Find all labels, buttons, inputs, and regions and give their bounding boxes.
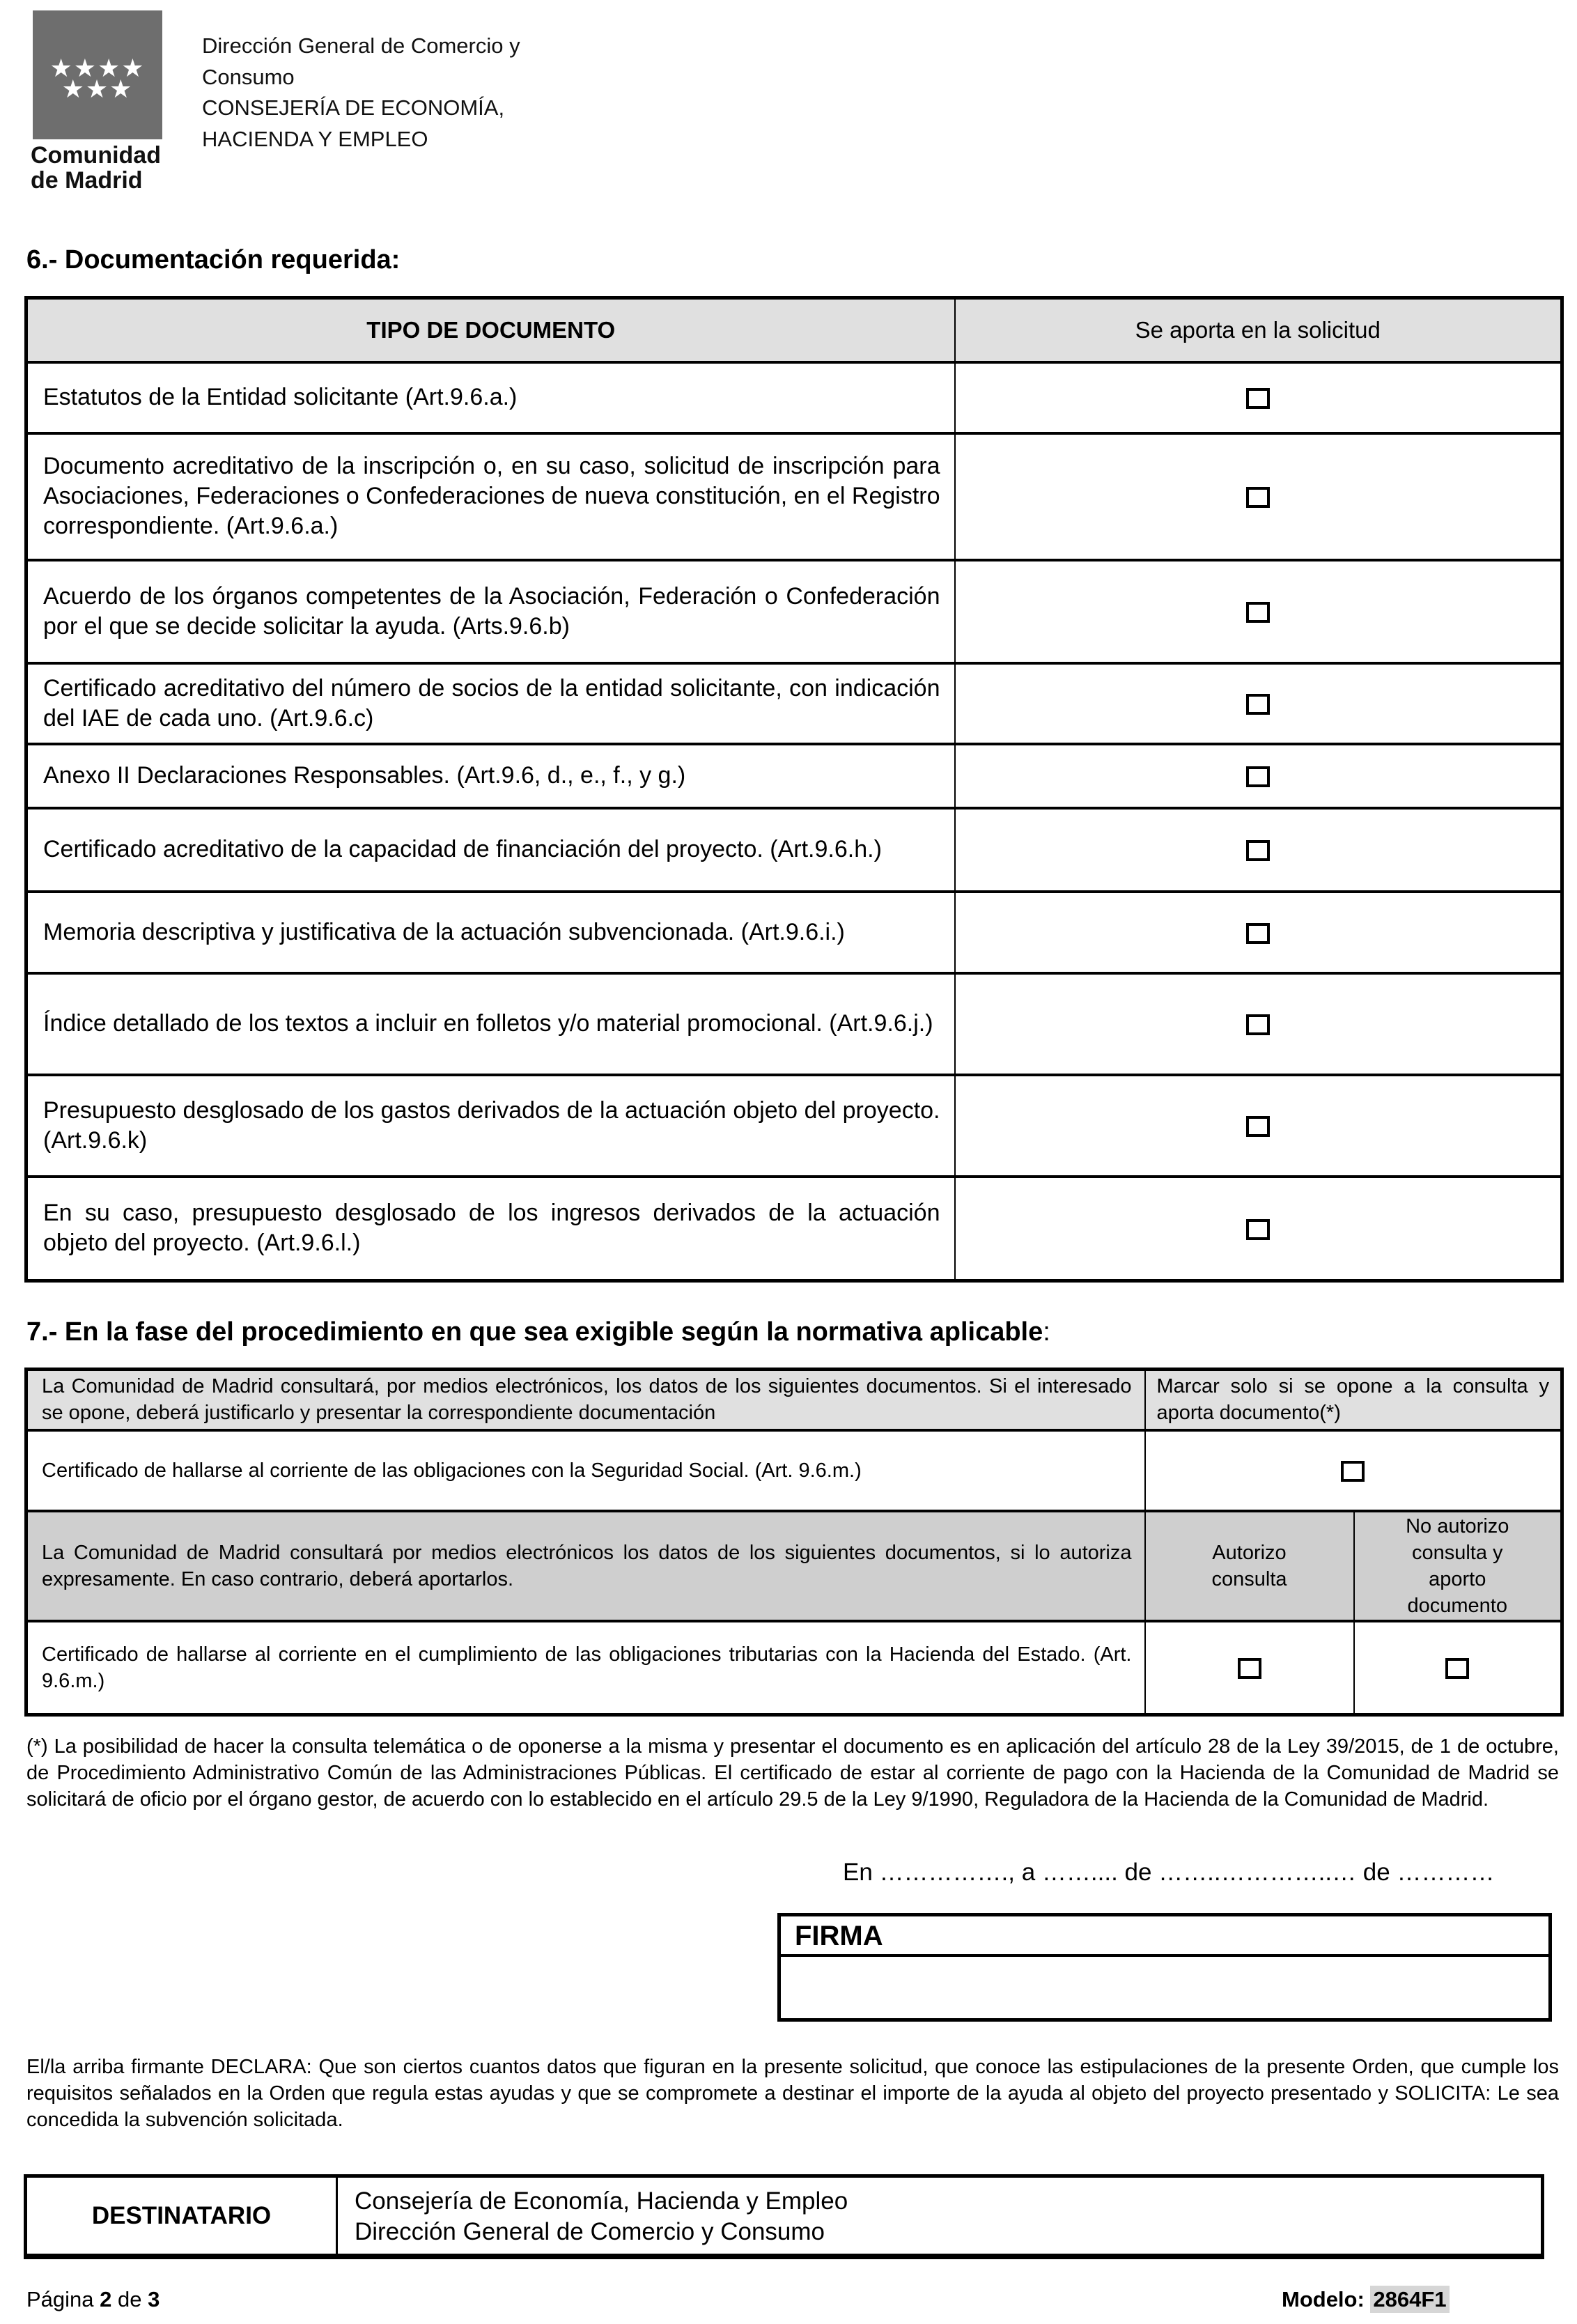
signature-field[interactable] (781, 1960, 1548, 2018)
recipient-label: DESTINATARIO (27, 2178, 338, 2254)
oppose-column-header: Marcar solo si se opone a la consulta y aporta documento(*) (1145, 1370, 1562, 1430)
document-label: Certificado de hallarse al corriente en el cumplimiento de las obligaciones tributarias con la Hacienda del Estado. (Art. 9.6.m.) (26, 1621, 1145, 1715)
column-header-provided: Se aporta en la solicitud (955, 298, 1562, 362)
org-line: Consumo (202, 64, 295, 89)
table-row (26, 892, 1562, 973)
table-row (26, 1430, 1562, 1511)
table-row (26, 1075, 1562, 1177)
table-row (26, 744, 1562, 808)
provided-checkbox[interactable] (1246, 1116, 1270, 1137)
document-label: Documento acreditativo de la inscripción o, en su caso, solicitud de inscripción para Asociaciones, Federaciones o Confederaciones de nueva constitución, en el Registro correspondiente. (Art.9.6.a.) (26, 433, 955, 560)
org-line: Dirección General de Comercio y (202, 33, 520, 58)
document-label: Presupuesto desglosado de los gastos derivados de la actuación objeto del proyecto. (Art.9.6.k) (26, 1075, 955, 1177)
org-line: CONSEJERÍA DE ECONOMÍA, (202, 95, 505, 120)
provided-checkbox[interactable] (1246, 388, 1270, 409)
model-code: Modelo: 2864F1 (1282, 2287, 1450, 2312)
table-row (26, 663, 1562, 744)
model-code-value: 2864F1 (1370, 2286, 1449, 2313)
document-label: Estatutos de la Entidad solicitante (Art.9.6.a.) (26, 362, 955, 433)
column-header-document-type: TIPO DE DOCUMENTO (26, 298, 955, 362)
table-row (26, 560, 1562, 663)
document-label: Certificado acreditativo de la capacidad de financiación del proyecto. (Art.9.6.h.) (26, 808, 955, 892)
document-label: Anexo II Declaraciones Responsables. (Art.9.6, d., e., f., y g.) (26, 744, 955, 808)
column-header-autorizo: Autorizo consulta (1145, 1511, 1354, 1621)
column-header-no-autorizo: No autorizo consulta y aporto documento (1354, 1511, 1562, 1621)
consultation-header-row (26, 1370, 1562, 1430)
footnote: (*) La posibilidad de hacer la consulta telemática o de oponerse a la misma y presentar el documento es en aplicación del artículo 28 de la Ley 39/2015, de 1 de octubre, de Procedimiento Administrativo Común de las Administraciones Públicas. El certificado de estar al corriente de pago con la Hacienda de la Comunidad de Madrid se solicitará de oficio por el órgano gestor, de acuerdo con lo establecido en el artículo 29.5 de la Ley 9/1990, Reguladora de la Hacienda de la Comunidad de Madrid. (26, 1735, 1559, 1811)
page-number: Página 2 de 3 (26, 2287, 160, 2311)
authorization-header-text: La Comunidad de Madrid consultará por medios electrónicos los datos de los siguientes documentos, si lo autoriza expresamente. En caso contrario, deberá aportarlos. (26, 1511, 1145, 1621)
table-header-row (26, 298, 1562, 362)
declaration-text: El/la arriba firmante DECLARA: Que son ciertos cuantos datos que figuran en la presente solicitud, que conoce las estipulaciones de la presente Orden, que cumple los requisitos señalados en la Orden que regula estas ayudas y que se compromete a destinar el importe de la ayuda al objeto del proyecto presentado y SOLICITA: Le sea concedida la subvención solicitada. (26, 2056, 1560, 2131)
logo-text: Comunidad de Madrid (31, 142, 161, 194)
provided-checkbox[interactable] (1246, 602, 1270, 623)
provided-checkbox[interactable] (1246, 766, 1270, 787)
table-row (26, 1621, 1562, 1715)
signature-label: FIRMA (781, 1916, 1548, 1957)
section-7-title: 7.- En la fase del procedimiento en que sea exigible según la normativa aplicable: (26, 1317, 1050, 1347)
date-place-line[interactable]: En ……………., a …….... de ……..…………..… de ………… (843, 1859, 1495, 1886)
provided-checkbox[interactable] (1246, 840, 1270, 861)
provided-checkbox[interactable] (1246, 694, 1270, 715)
table-row (26, 808, 1562, 892)
document-label: Memoria descriptiva y justificativa de la actuación subvencionada. (Art.9.6.i.) (26, 892, 955, 973)
signature-box (777, 1913, 1552, 2022)
document-label: Certificado de hallarse al corriente de las obligaciones con la Seguridad Social. (Art. 9.6.m.) (26, 1430, 1145, 1511)
provided-checkbox[interactable] (1246, 1014, 1270, 1035)
seven-stars-icon: ★★★★ ★★★ (49, 54, 146, 103)
table-row (26, 973, 1562, 1075)
recipient-box (24, 2174, 1544, 2259)
provided-checkbox[interactable] (1246, 487, 1270, 508)
oppose-checkbox[interactable] (1341, 1461, 1365, 1482)
organization-header (202, 31, 520, 155)
section-6-title: 6.- Documentación requerida: (26, 245, 401, 274)
recipient-address: Consejería de Economía, Hacienda y Empleo Dirección General de Comercio y Consumo (355, 2187, 848, 2245)
required-documents-table (24, 296, 1564, 1283)
document-label: Índice detallado de los textos a incluir en folletos y/o material promocional. (Art.9.6.j.) (26, 973, 955, 1075)
electronic-consultation-table (24, 1368, 1564, 1717)
no-autorizo-checkbox[interactable] (1445, 1658, 1469, 1679)
table-row (26, 433, 1562, 560)
consultation-header-text: La Comunidad de Madrid consultará, por medios electrónicos, los datos de los siguientes documentos. Si el interesado se opone, deberá justificarlo y presentar la correspondiente documentación (26, 1370, 1145, 1430)
autorizo-checkbox[interactable] (1238, 1658, 1261, 1679)
table-row (26, 362, 1562, 433)
document-label: Acuerdo de los órganos competentes de la Asociación, Federación o Confederación por el que se decide solicitar la ayuda. (Arts.9.6.b) (26, 560, 955, 663)
document-label: Certificado acreditativo del número de socios de la entidad solicitante, con indicación del IAE de cada uno. (Art.9.6.c) (26, 663, 955, 744)
table-row (26, 1177, 1562, 1281)
provided-checkbox[interactable] (1246, 1219, 1270, 1240)
logo-emblem (33, 10, 162, 139)
document-label: En su caso, presupuesto desglosado de los ingresos derivados de la actuación objeto del proyecto. (Art.9.6.l.) (26, 1177, 955, 1281)
authorization-header-row (26, 1511, 1562, 1621)
provided-checkbox[interactable] (1246, 923, 1270, 944)
org-line: HACIENDA Y EMPLEO (202, 126, 428, 151)
